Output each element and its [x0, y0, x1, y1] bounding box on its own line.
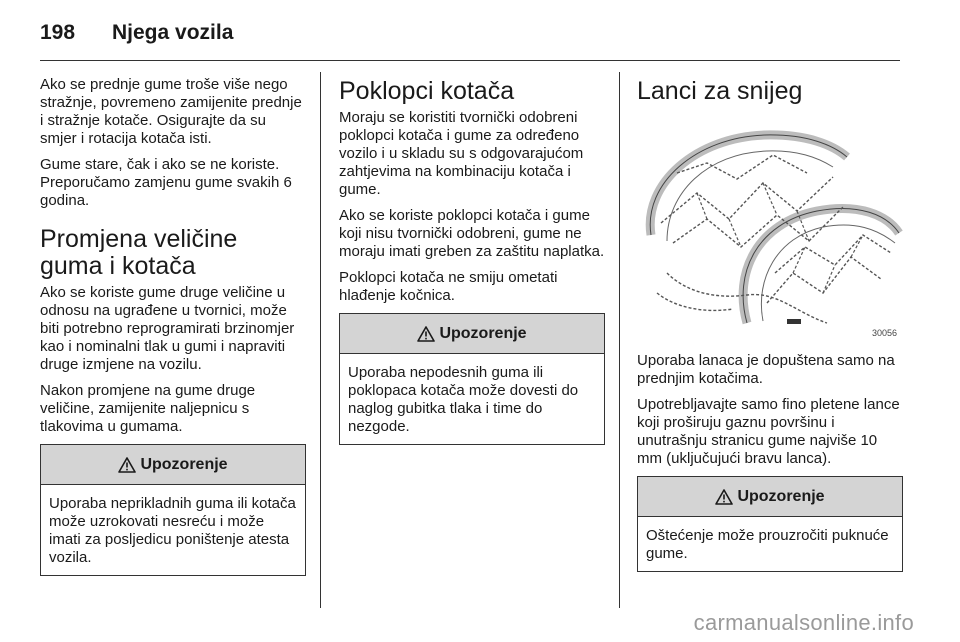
paragraph: Poklopci kotača ne smiju ometati hlađenje kočnica. [339, 269, 558, 304]
warning-header [638, 477, 902, 517]
paragraph: Ako se koriste gume druge veličine u odnosu na ugrađene u tvornici, može biti potrebno reprogramirati brzinomjer kao i nominalni tlak u gumi i napraviti druge izmjene na vozilu. [40, 284, 295, 373]
snow-chain-icon [637, 123, 903, 338]
warning-triangle-icon [118, 457, 136, 473]
paragraph: Moraju se koristiti tvornički odobreni poklopci kotača i gume za određeno vozilo i u skladu su s odgovarajućom zahtjevima na kombinaciju kotača i gume. [339, 109, 584, 198]
column-1 [40, 76, 306, 576]
header-divider [40, 60, 900, 61]
paragraph: Gume stare, čak i ako se ne koriste. Preporučamo zamjenu gume svakih 6 godina. [40, 156, 292, 209]
watermark-link[interactable]: carmanualsonline.info [693, 610, 914, 635]
section-heading: Lanci za snijeg [637, 77, 803, 105]
warning-text: Oštećenje može prouzročiti puknuće gume. [646, 527, 889, 562]
section-heading: Poklopci kotača [339, 77, 515, 105]
warning-text: Uporaba neprikladnih guma ili kotača može uzrokovati nesreću i može imati za posljedicu poništenje atesta vozila. [49, 495, 296, 566]
paragraph: Upotrebljavajte samo fino pletene lance koji proširuju gaznu površinu i unutrašnju stranicu gume najviše 10 mm (uključujući bravu lanca). [637, 396, 900, 467]
warning-box [637, 476, 903, 572]
warning-title: Upozorenje [439, 324, 527, 342]
paragraph: Ako se koriste poklopci kotača i gume koji nisu tvornički odobreni, gume ne moraju imati greben za zaštitu naplatka. [339, 207, 605, 260]
warning-text: Uporaba nepodesnih guma ili poklopaca kotača može dovesti do naglog gubitka tlaka i time do nezgode. [348, 364, 579, 435]
figure-label: 30056 [871, 328, 897, 338]
warning-header [41, 445, 305, 485]
column-3 [637, 76, 903, 572]
column-divider-2 [619, 72, 620, 608]
warning-title: Upozorenje [737, 487, 825, 505]
chapter-title: Njega vozila [112, 21, 234, 44]
section-heading: Promjena veličine guma i kotača [40, 225, 238, 280]
warning-triangle-icon [715, 489, 733, 505]
warning-header [340, 314, 604, 354]
warning-triangle-icon [417, 326, 435, 342]
page-header [40, 16, 233, 50]
paragraph: Uporaba lanaca je dopuštena samo na prednjim kotačima. [637, 352, 895, 387]
page-number: 198 [40, 21, 76, 44]
column-2 [339, 76, 605, 445]
paragraph: Ako se prednje gume troše više nego stražnje, povremeno zamijenite prednje i stražnje kotače. Osigurajte da su smjer i rotacija kotača isti. [40, 76, 302, 147]
warning-box [40, 444, 306, 576]
column-divider-1 [320, 72, 321, 608]
snow-chain-illustration [637, 123, 903, 338]
warning-title: Upozorenje [140, 455, 228, 473]
paragraph: Nakon promjene na gume druge veličine, zamijenite naljepnicu s tlakovima u gumama. [40, 382, 256, 435]
warning-box [339, 313, 605, 445]
